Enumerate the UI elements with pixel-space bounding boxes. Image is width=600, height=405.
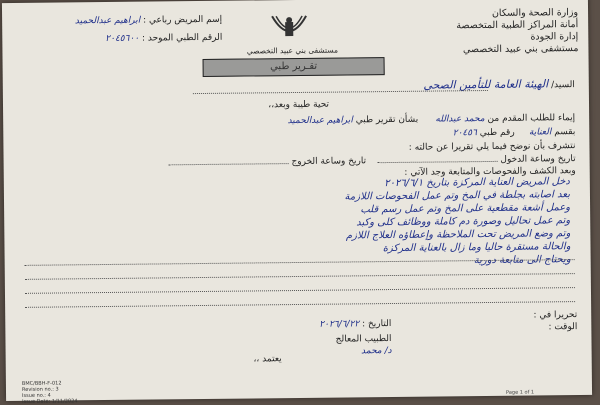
report-title: تقـرير طبي bbox=[270, 60, 318, 73]
findings-line: بعد اصابته بجلطة في المخ وتم عمل الفحوصات اللازمة bbox=[344, 189, 571, 203]
to-underline bbox=[193, 90, 488, 94]
number-label: رقم طبي bbox=[479, 127, 515, 139]
page-number: Page 1 of 1 bbox=[506, 389, 535, 396]
doctor-label: الطبيب المعالج bbox=[335, 334, 392, 345]
regarding-value: ابراهيم عبدالحميد bbox=[287, 115, 353, 127]
findings-text bbox=[344, 175, 570, 268]
blank-line bbox=[25, 301, 575, 308]
issue-date: Issue Date: 1/11/2024 bbox=[22, 398, 78, 405]
section-label: بقسم bbox=[554, 127, 576, 138]
findings-line: ويحتاج الى متابعة دورية bbox=[473, 254, 571, 267]
director-approval: يعتمد ،، bbox=[253, 354, 282, 365]
date-label: التاريخ : bbox=[361, 319, 392, 330]
section-value: العناية bbox=[528, 127, 552, 138]
blank-line bbox=[25, 273, 575, 280]
department-name: إدارة الجودة bbox=[530, 31, 579, 43]
entry-field bbox=[378, 161, 498, 163]
medical-number-value: ٢٠٤٥٦٠٠ bbox=[105, 33, 140, 44]
blank-line bbox=[25, 287, 575, 294]
ministry-header bbox=[456, 7, 578, 56]
form-code: BMC/BBH-F-012 bbox=[21, 380, 62, 387]
findings-line: وتم عمل تحاليل وصورة دم كاملة ووظائف كلى وكبد bbox=[356, 215, 571, 229]
regarding-label: بشأن تقرير طبي bbox=[355, 114, 419, 126]
patient-name-value: ابراهيم عبدالحميد bbox=[74, 15, 141, 27]
secretariat-name: أمانة المراكز الطبية المتخصصة bbox=[456, 19, 579, 32]
medical-number-label: الرقم الطبي الموحد : bbox=[141, 32, 223, 44]
time-label: الوقت : bbox=[548, 322, 578, 333]
findings-label: وبعد الكشف والفحوصات والمتابعة وجد الآتي : bbox=[404, 166, 576, 178]
report-title-box bbox=[203, 57, 385, 77]
medical-number-row bbox=[42, 29, 222, 49]
patient-info bbox=[42, 11, 222, 49]
medical-report-page bbox=[2, 0, 592, 405]
issue-no: Issue no.: 4 bbox=[22, 392, 51, 399]
written-block bbox=[533, 309, 577, 333]
date-row bbox=[319, 319, 391, 330]
request-row bbox=[15, 113, 575, 129]
honor-line: نتشرف بأن نوضح فيما يلي تقريرا عن حالته : bbox=[408, 141, 576, 153]
findings-line: والحالة مستقرة حاليا وما زال بالعناية المركزة bbox=[382, 241, 571, 255]
findings-line: دخل المريض العناية المركزة بتاريخ ٢٠٢٦/٦/١ bbox=[384, 176, 570, 190]
date-value: ٢٠٢٦/٦/٢٢ bbox=[319, 319, 360, 330]
exit-field bbox=[169, 163, 289, 165]
hospital-name: مستشفى بني عبيد التخصصي bbox=[462, 43, 579, 56]
ministry-name: وزارة الصحة والسكان bbox=[491, 7, 579, 19]
revision-no: Revision no.: 3 bbox=[21, 386, 59, 393]
form-meta bbox=[22, 380, 78, 405]
to-label: السيد/ bbox=[551, 80, 575, 91]
findings-line: وتم وضع المريض تحت الملاحظة وإعطاؤه العلاج اللازم bbox=[345, 228, 571, 242]
greeting: تحية طيبة وبعد،، bbox=[268, 99, 330, 111]
doctor-signature: د/ محمد bbox=[361, 346, 392, 357]
patient-name-label: إسم المريض رباعي : bbox=[143, 14, 223, 26]
section-row bbox=[453, 127, 576, 138]
request-value: محمد عبدالله bbox=[435, 114, 485, 125]
doctor-block bbox=[336, 333, 392, 358]
logo-caption: مستشفى بني عبيد التخصصي bbox=[246, 45, 339, 56]
entry-label: تاريخ وساعة الدخول bbox=[500, 154, 576, 165]
exit-label: تاريخ وساعة الخروج bbox=[291, 156, 367, 168]
patient-name-row bbox=[42, 11, 222, 31]
written-in-label: تحريرا في : bbox=[533, 310, 578, 321]
number-value: ٢٠٤٥٦ bbox=[452, 128, 477, 139]
to-value: الهيئة العامة للتأمين الصحي bbox=[423, 77, 549, 92]
findings-line: وعمل أشعة مقطعية على المخ وتم عمل رسم قلب bbox=[360, 202, 571, 216]
request-label: إيماء للطلب المقدم من bbox=[487, 113, 576, 125]
